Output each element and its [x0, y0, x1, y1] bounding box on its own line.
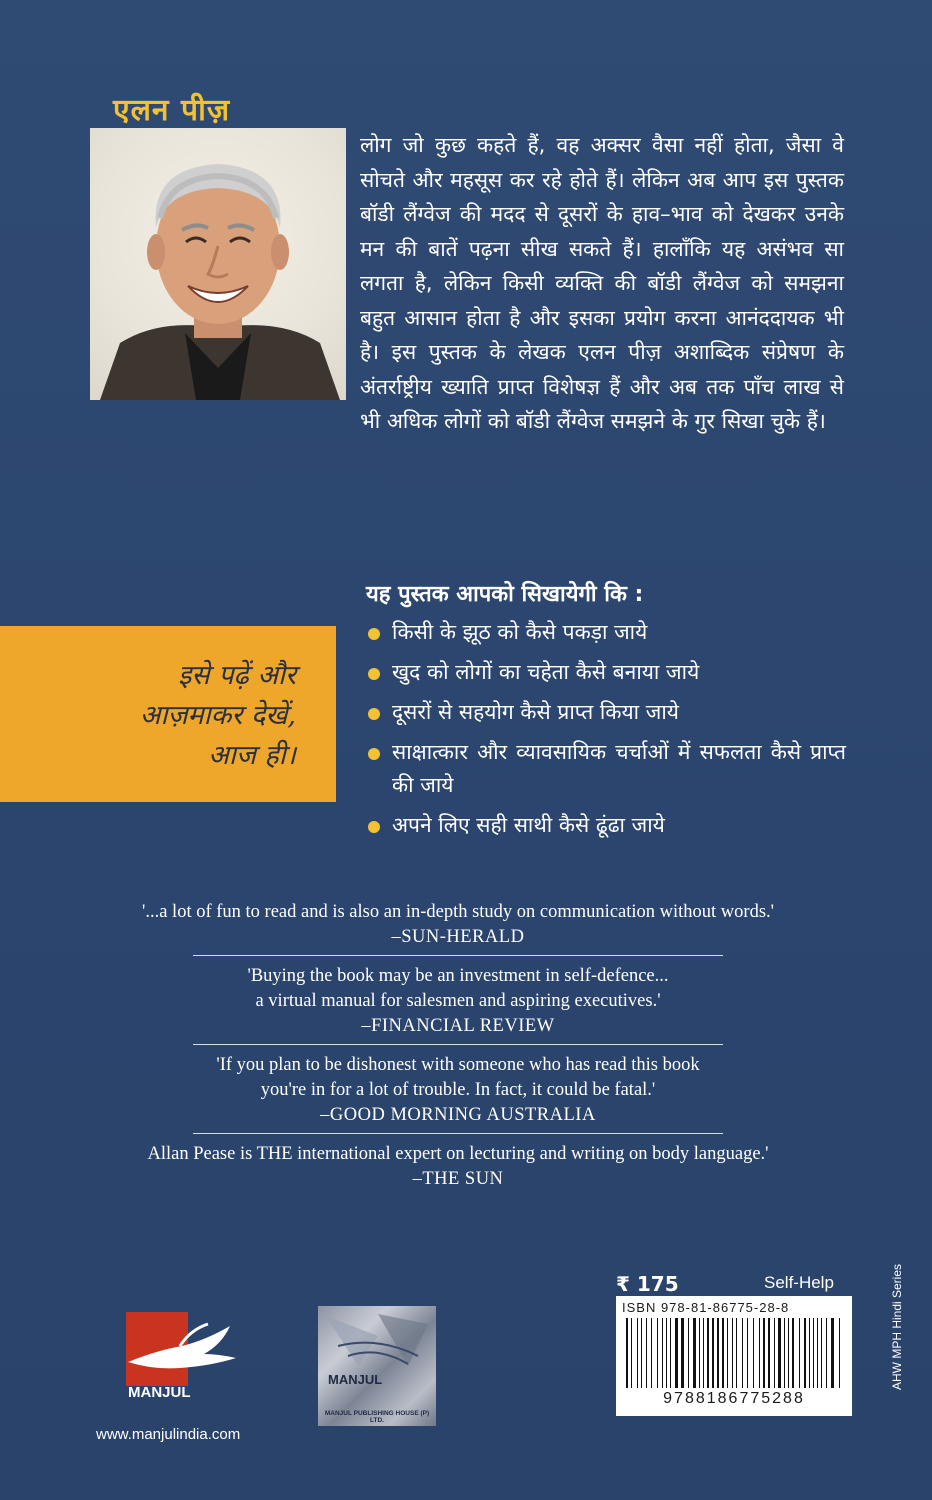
bullet-dot-icon	[368, 668, 380, 680]
barcode-bar	[742, 1318, 743, 1388]
list-item: खुद को लोगों का चहेता कैसे बनाया जाये	[366, 656, 846, 689]
barcode-bar	[792, 1318, 794, 1388]
barcode-bar	[717, 1318, 719, 1388]
barcode-bar	[784, 1318, 785, 1388]
list-item: अपने लिए सही साथी कैसे ढूंढा जाये	[366, 809, 846, 842]
review-quote: 'If you plan to be dishonest with someone who has read this book you're in for a lot of trouble. In fact, it could be fatal.'	[216, 1055, 700, 1100]
barcode-bar	[753, 1318, 754, 1388]
review	[84, 900, 832, 949]
review-source: –THE SUN	[412, 1169, 504, 1189]
barcode-bar	[759, 1318, 760, 1388]
barcode	[616, 1296, 852, 1416]
barcode-bar	[817, 1318, 818, 1388]
barcode-bar	[703, 1318, 704, 1388]
barcode-bar	[809, 1318, 810, 1388]
barcode-bar	[688, 1318, 689, 1388]
learn-heading: यह पुस्तक आपको सिखायेगी कि :	[366, 582, 644, 607]
barcode-bar	[722, 1318, 724, 1388]
barcode-bar	[768, 1318, 770, 1388]
barcode-bar	[774, 1318, 775, 1388]
bullet-dot-icon	[368, 821, 380, 833]
hologram-brand: MANJUL	[328, 1372, 383, 1387]
barcode-bar	[637, 1318, 638, 1388]
bullet-dot-icon	[368, 628, 380, 640]
barcode-bar	[646, 1318, 647, 1388]
review	[84, 1053, 832, 1127]
review	[84, 964, 832, 1038]
author-name: एलन पीज़	[113, 93, 231, 128]
list-item: दूसरों से सहयोग कैसे प्राप्त किया जाये	[366, 696, 846, 729]
barcode-bar	[681, 1318, 684, 1388]
hologram-caption: MANJUL PUBLISHING HOUSE (P) LTD.	[324, 1410, 430, 1424]
series-label: AHW MPH Hindi Series	[890, 1263, 904, 1390]
barcode-bar	[641, 1318, 642, 1388]
barcode-bar	[707, 1318, 709, 1388]
divider	[193, 1044, 723, 1045]
barcode-bar	[821, 1318, 822, 1388]
barcode-bar	[839, 1318, 840, 1388]
barcode-bar	[747, 1318, 748, 1388]
barcode-bar	[631, 1318, 632, 1388]
manjul-logo-icon	[118, 1306, 248, 1396]
review-quote: 'Buying the book may be an investment in self-defence... a virtual manual for salesmen and aspiring executives.'	[247, 966, 669, 1011]
callout-line: आज़माकर देखें,	[139, 700, 296, 731]
publisher-name: MANJUL	[128, 1384, 191, 1401]
barcode-bar	[699, 1318, 700, 1388]
barcode-bar	[763, 1318, 765, 1388]
isbn: ISBN 978-81-86775-28-8	[622, 1300, 790, 1315]
barcode-bar	[666, 1318, 667, 1388]
hologram-pattern-icon	[318, 1306, 436, 1426]
bullet-dot-icon	[368, 708, 380, 720]
genre: Self-Help	[764, 1273, 834, 1292]
barcode-bar	[693, 1318, 696, 1388]
barcode-bar	[670, 1318, 671, 1388]
divider	[193, 955, 723, 956]
publisher-website[interactable]: www.manjulindia.com	[96, 1426, 241, 1443]
barcode-bar	[799, 1318, 800, 1388]
barcode-bar	[662, 1318, 663, 1388]
book-description: लोग जो कुछ कहते हैं, वह अक्सर वैसा नहीं होता, जैसा वे सोचते और महसूस कर रहे होते हैं। लेकिन अब आप इस पुस्तक बॉडी लैंग्वेज की मदद से दूसरों के हाव–भाव को देखकर उनके मन की बातें पढ़ना सीख सकते हैं। हालाँकि यह असंभव सा लगता है, लेकिन किसी व्यक्ति की बॉडी लैंग्वेज को समझना बहुत आसान होता है और इसका प्रयोग करना आनंददायक भी है। इस पुस्तक के लेखक एलन पीज़ अशाब्दिक संप्रेषण के अंतर्राष्ट्रीय ख्याति प्राप्त विशेषज्ञ हैं और अब तक पाँच लाख से भी अधिक लोगों को बॉडी लैंग्वेज समझने के गुर सिखा चुके हैं।	[360, 133, 844, 433]
barcode-digits: 9788186775288	[663, 1390, 805, 1407]
barcode-bar	[831, 1318, 834, 1388]
review-source: –FINANCIAL REVIEW	[361, 1016, 555, 1036]
callout-line: इसे पढ़ें और	[178, 660, 296, 691]
barcode-bar	[804, 1318, 806, 1388]
barcode-bar	[712, 1318, 714, 1388]
barcode-bar	[675, 1318, 678, 1388]
review-quote: '...a lot of fun to read and is also an in-depth study on communication without words.'	[142, 902, 774, 922]
learn-list	[366, 616, 846, 849]
callout-line: आज ही।	[208, 740, 296, 771]
review	[84, 1142, 832, 1191]
barcode-bar	[626, 1318, 628, 1388]
barcode-bar	[778, 1318, 781, 1388]
review-quote: Allan Pease is THE international expert on lecturing and writing on body language.'	[147, 1144, 769, 1164]
barcode-bar	[788, 1318, 789, 1388]
author-photo	[90, 128, 346, 400]
reviews	[84, 900, 832, 1191]
barcode-bar	[657, 1318, 658, 1388]
price: ₹ 175	[616, 1272, 679, 1296]
barcode-bar	[732, 1318, 733, 1388]
review-source: –GOOD MORNING AUSTRALIA	[320, 1105, 596, 1125]
callout-box	[0, 626, 336, 802]
barcode-bars	[624, 1318, 844, 1388]
divider	[193, 1133, 723, 1134]
hologram-sticker	[318, 1306, 436, 1426]
barcode-bar	[651, 1318, 652, 1388]
barcode-bar	[727, 1318, 728, 1388]
bullet-dot-icon	[368, 748, 380, 760]
barcode-bar	[826, 1318, 827, 1388]
barcode-bar	[736, 1318, 737, 1388]
barcode-bar	[813, 1318, 814, 1388]
callout-text	[0, 656, 296, 776]
list-item: किसी के झूठ को कैसे पकड़ा जाये	[366, 616, 846, 649]
review-source: –SUN-HERALD	[391, 927, 525, 947]
list-item: साक्षात्कार और व्यावसायिक चर्चाओं में सफलता कैसे प्राप्त की जाये	[366, 736, 846, 802]
